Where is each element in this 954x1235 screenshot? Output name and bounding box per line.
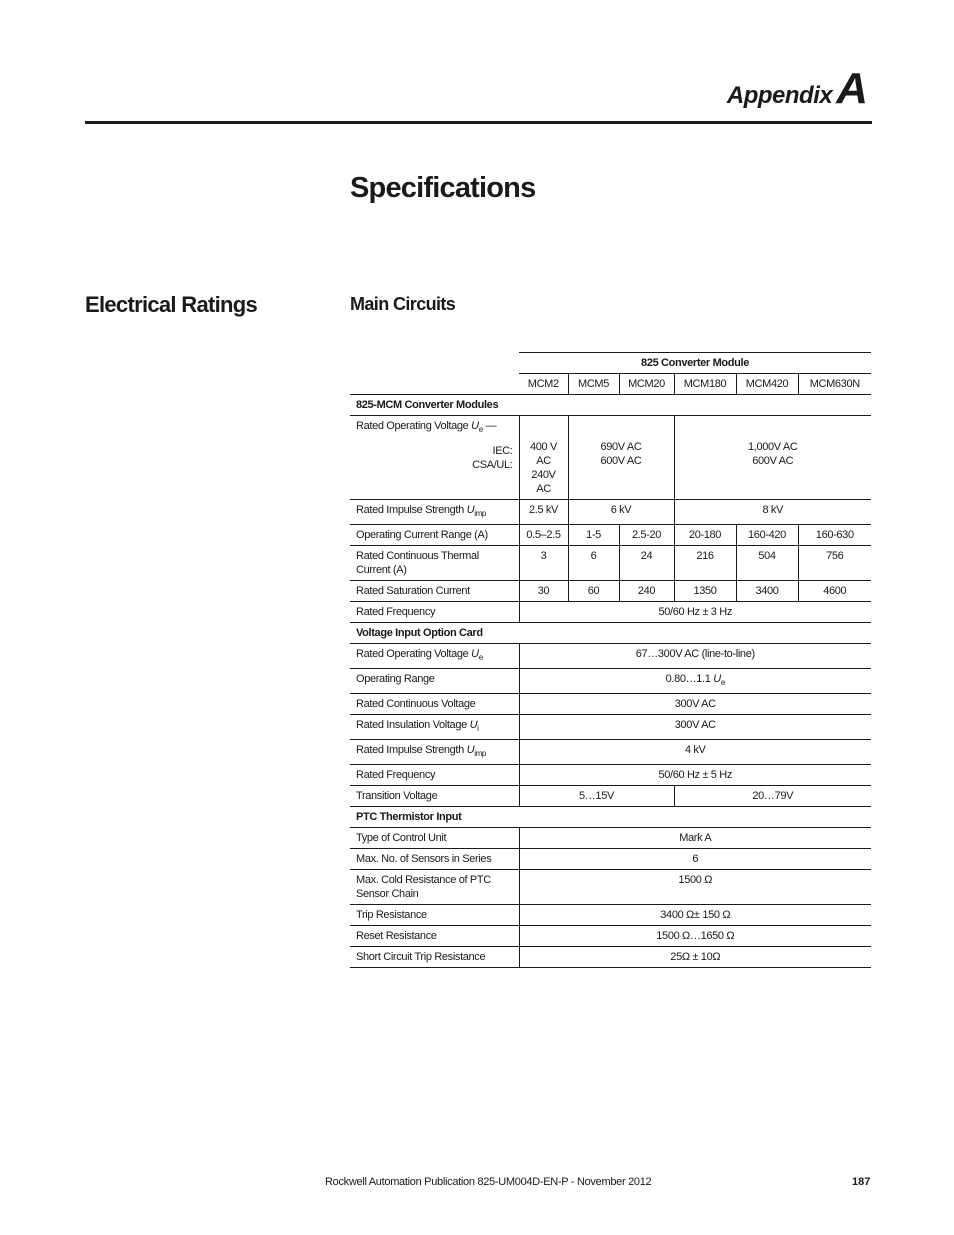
table-cell: 6 [568, 546, 619, 581]
table-row [350, 525, 871, 546]
table-cell: 50/60 Hz ± 5 Hz [519, 765, 871, 786]
table-cell: 3400 Ω± 150 Ω [519, 905, 871, 926]
table-cell: 1,000V AC 600V AC [674, 416, 871, 500]
table-cell: 216 [674, 546, 736, 581]
row-label: Max. No. of Sensors in Series [350, 849, 519, 870]
row-label: Operating Range [350, 669, 519, 694]
section-title: Electrical Ratings [85, 292, 258, 317]
table-cell: 50/60 Hz ± 3 Hz [519, 602, 871, 623]
row-label: Rated Operating Voltage $U_e$ — IEC: CSA/UL: [350, 416, 519, 500]
row-label: Rated Frequency [350, 602, 519, 623]
table-cell: 24 [619, 546, 674, 581]
table-cell: 6 [519, 849, 871, 870]
row-label: Transition Voltage [350, 786, 519, 807]
row-label: Rated Impulse Strength $U_{imp}$ [350, 740, 519, 765]
column-header: MCM5 [568, 374, 619, 395]
table-cell: 5…15V [519, 786, 674, 807]
table-cell: 504 [736, 546, 798, 581]
table-cell: 0.80…1.1 $U_e$ [519, 669, 871, 694]
table-cell: 1350 [674, 581, 736, 602]
table-row [350, 905, 871, 926]
table-cell: 30 [519, 581, 568, 602]
row-label: Rated Saturation Current [350, 581, 519, 602]
table-row [350, 765, 871, 786]
row-label: Rated Operating Voltage $U_e$ [350, 644, 519, 669]
appendix-heading [727, 64, 868, 114]
table-row [350, 581, 871, 602]
table-cell: Mark A [519, 828, 871, 849]
page-number: 187 [852, 1176, 871, 1188]
main-circuits-table [350, 352, 871, 968]
appendix-letter: A [836, 64, 868, 113]
table-section-row [350, 623, 871, 644]
row-label: Operating Current Range (A) [350, 525, 519, 546]
table-row [350, 786, 871, 807]
table-cell: 60 [568, 581, 619, 602]
table-cell: 3 [519, 546, 568, 581]
row-label: Rated Continuous Thermal Current (A) [350, 546, 519, 581]
appendix-word: Appendix [726, 82, 833, 109]
row-label: Rated Frequency [350, 765, 519, 786]
group-header: 825 Converter Module [519, 353, 871, 374]
table-cell: 756 [798, 546, 871, 581]
table-row [350, 669, 871, 694]
table-cell: 67…300V AC (line-to-line) [519, 644, 871, 669]
table-row [350, 828, 871, 849]
table-row [350, 870, 871, 905]
column-header: MCM2 [519, 374, 568, 395]
table-row [350, 849, 871, 870]
table-cell: 400 V AC 240V AC [519, 416, 568, 500]
column-header: MCM20 [619, 374, 674, 395]
table-cell: 1-5 [568, 525, 619, 546]
table-cell: 6 kV [568, 500, 674, 525]
table-cell: 3400 [736, 581, 798, 602]
table-cell: 160-630 [798, 525, 871, 546]
subsection-title: Main Circuits [350, 294, 456, 314]
table-section-row [350, 395, 871, 416]
table-cell: 300V AC [519, 715, 871, 740]
row-label: Max. Cold Resistance of PTC Sensor Chain [350, 870, 519, 905]
section-label: 825-MCM Converter Modules [350, 395, 871, 416]
table-row [350, 926, 871, 947]
table-cell: 20…79V [674, 786, 871, 807]
iec-label: IEC: [492, 445, 513, 457]
row-label: Rated Impulse Strength $U_{imp}$ [350, 500, 519, 525]
table-cell: 4 kV [519, 740, 871, 765]
table-row [350, 644, 871, 669]
row-label: Type of Control Unit [350, 828, 519, 849]
row-label: Reset Resistance [350, 926, 519, 947]
footer-publication: Rockwell Automation Publication 825-UM004D-EN-P - November 2012 [325, 1176, 652, 1188]
table-row [350, 694, 871, 715]
table-row [350, 947, 871, 968]
table-cell: 1500 Ω…1650 Ω [519, 926, 871, 947]
table-cell: 20-180 [674, 525, 736, 546]
column-header: MCM180 [674, 374, 736, 395]
table-cell: 1500 Ω [519, 870, 871, 905]
table-cell: 690V AC 600V AC [568, 416, 674, 500]
column-header: MCM630N [798, 374, 871, 395]
table-cell: 25Ω ± 10Ω [519, 947, 871, 968]
table-row [350, 500, 871, 525]
table-cell: 240 [619, 581, 674, 602]
table-cell: 8 kV [674, 500, 871, 525]
csa-label: CSA/UL: [472, 459, 513, 471]
table-cell: 2.5-20 [619, 525, 674, 546]
table-section-row [350, 807, 871, 828]
column-header: MCM420 [736, 374, 798, 395]
row-label: Rated Continuous Voltage [350, 694, 519, 715]
header-rule [85, 121, 872, 124]
table-cell: 300V AC [519, 694, 871, 715]
section-label: PTC Thermistor Input [350, 807, 871, 828]
row-label: Short Circuit Trip Resistance [350, 947, 519, 968]
page-title: Specifications [350, 172, 536, 204]
table-cell: 4600 [798, 581, 871, 602]
table-column-header-row [350, 374, 871, 395]
section-label: Voltage Input Option Card [350, 623, 871, 644]
table-cell: 2.5 kV [519, 500, 568, 525]
table-row [350, 546, 871, 581]
row-label: Rated Insulation Voltage $U_i$ [350, 715, 519, 740]
table-group-header-row [350, 353, 871, 374]
table-row [350, 602, 871, 623]
table-row [350, 416, 871, 500]
table-cell: 0.5–2.5 [519, 525, 568, 546]
table-row [350, 715, 871, 740]
table-cell: 160-420 [736, 525, 798, 546]
table-row [350, 740, 871, 765]
row-label: Trip Resistance [350, 905, 519, 926]
